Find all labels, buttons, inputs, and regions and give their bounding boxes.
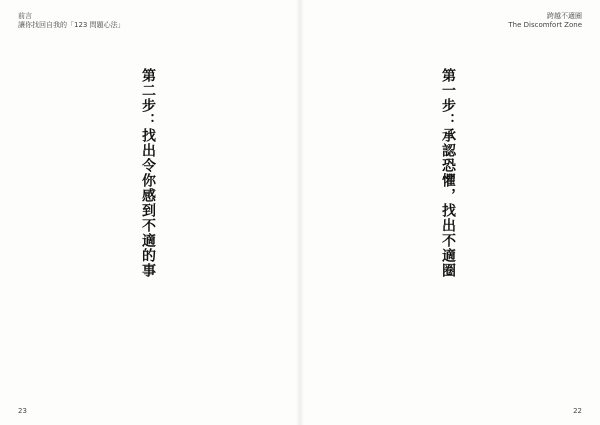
right-header-line-1: 跨越不適圈 (547, 12, 582, 20)
left-header-line-2: 讓你找回自我的「123 問題心法」 (18, 21, 125, 29)
right-header-line-2: The Discomfort Zone (508, 21, 582, 29)
right-section-heading: 第一步：承認恐懼，找出不適圈 (440, 68, 456, 278)
left-body-area (24, 48, 274, 388)
left-running-header (18, 12, 125, 30)
right-body-area (326, 48, 576, 388)
page-gutter (296, 0, 304, 425)
right-page-number: 22 (573, 407, 582, 415)
right-running-header (508, 12, 582, 30)
left-header-line-1: 前言 (18, 12, 32, 20)
left-page-number: 23 (18, 407, 27, 415)
left-section-heading: 第二步：找出令你感到不適的事 (140, 68, 156, 278)
